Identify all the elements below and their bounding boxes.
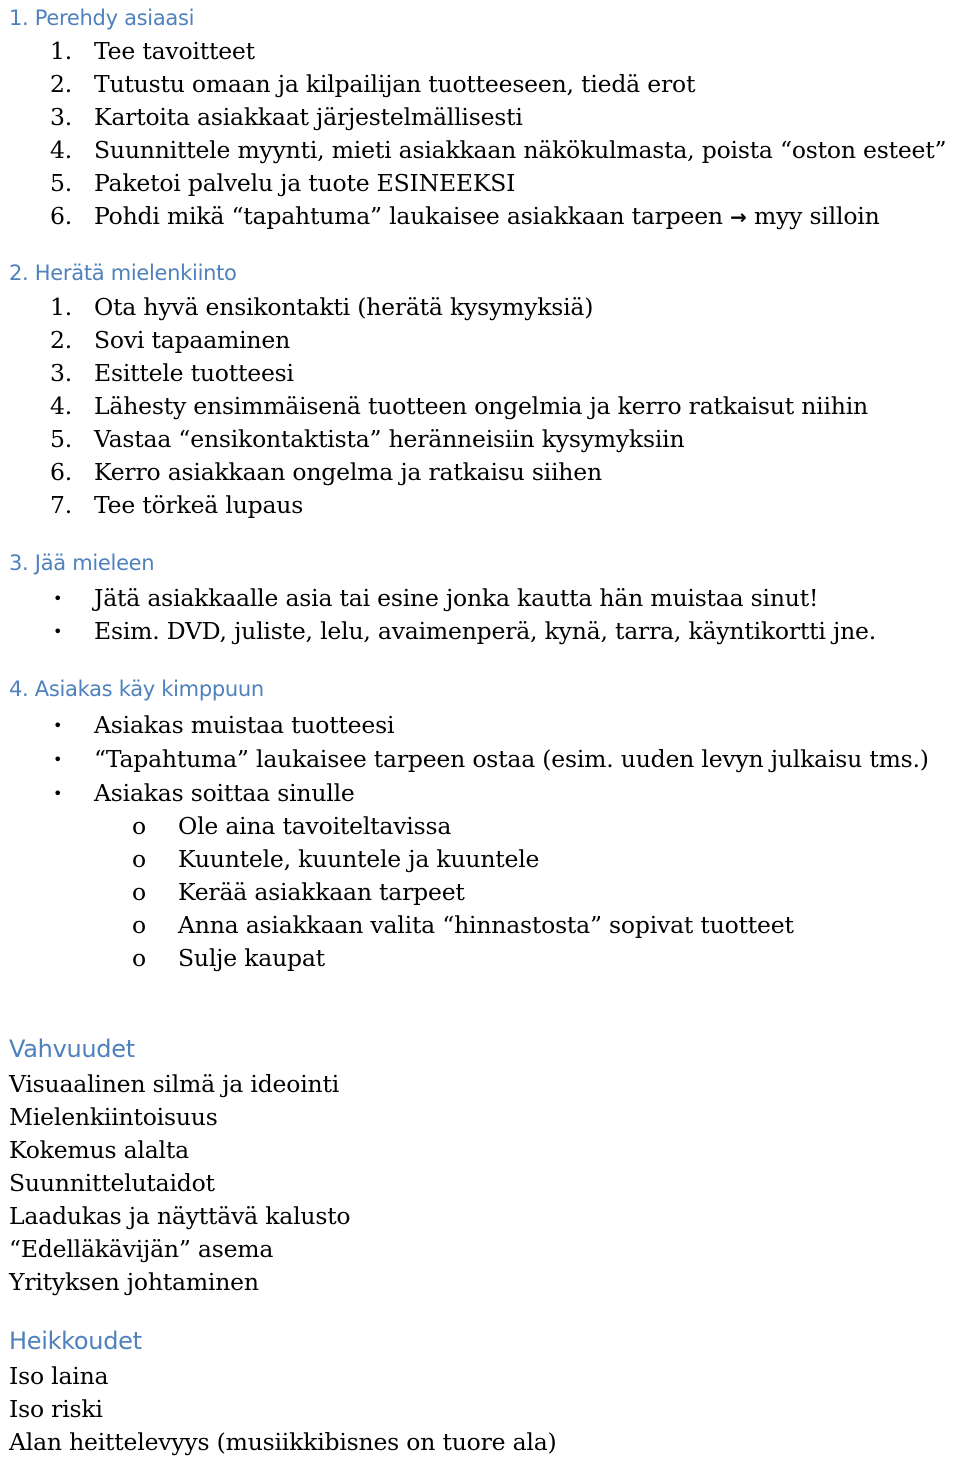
list-item: 5. Paketoi palvelu ja tuote ESINEEKSI bbox=[50, 169, 516, 197]
list-item: 1. Ota hyvä ensikontakti (herätä kysymyksiä) bbox=[50, 293, 594, 321]
strengths-heading: Vahvuudet bbox=[9, 1035, 135, 1063]
weakness-item: Alan heittelevyys (musiikkibisnes on tuore ala) bbox=[9, 1428, 557, 1456]
circle-bullet-icon: o bbox=[132, 911, 146, 939]
circle-bullet-icon: o bbox=[132, 878, 146, 906]
weakness-item: Iso riski bbox=[9, 1395, 103, 1423]
list-item-text-after: myy silloin bbox=[754, 202, 880, 230]
bullet-icon: • bbox=[53, 589, 63, 608]
strength-item: Laadukas ja näyttävä kalusto bbox=[9, 1202, 351, 1230]
list-item: 2. Tutustu omaan ja kilpailijan tuotteeseen, tiedä erot bbox=[50, 70, 696, 98]
strength-item: Mielenkiintoisuus bbox=[9, 1103, 218, 1131]
list-item: 4. Lähesty ensimmäisenä tuotteen ongelmia ja kerro ratkaisut niihin bbox=[50, 392, 868, 420]
weaknesses-heading: Heikkoudet bbox=[9, 1327, 142, 1355]
strength-item: Kokemus alalta bbox=[9, 1136, 189, 1164]
list-item: 4. Suunnittele myynti, mieti asiakkaan näkökulmasta, poista “oston esteet” bbox=[50, 136, 947, 164]
bullet-icon: • bbox=[53, 750, 63, 769]
section-3-heading: 3. Jää mieleen bbox=[9, 551, 155, 575]
bullet-item: • Asiakas muistaa tuotteesi bbox=[0, 709, 960, 742]
section-4-heading: 4. Asiakas käy kimppuun bbox=[9, 677, 264, 701]
strength-item: “Edelläkävijän” asema bbox=[9, 1235, 274, 1263]
bullet-item: • Jätä asiakkaalle asia tai esine jonka kautta hän muistaa sinut! bbox=[0, 582, 960, 615]
section-1-heading: 1. Perehdy asiaasi bbox=[9, 6, 195, 30]
list-item: 6. Pohdi mikä “tapahtuma” laukaisee asiakkaan tarpeen → myy silloin bbox=[50, 202, 880, 230]
list-item: 2. Sovi tapaaminen bbox=[50, 326, 291, 354]
list-item: 6. Kerro asiakkaan ongelma ja ratkaisu siihen bbox=[50, 458, 602, 486]
section-2-heading: 2. Herätä mielenkiinto bbox=[9, 261, 237, 285]
strength-item: Yrityksen johtaminen bbox=[9, 1268, 259, 1296]
circle-bullet-icon: o bbox=[132, 845, 146, 873]
bullet-item: • Esim. DVD, juliste, lelu, avaimenperä, kynä, tarra, käyntikortti jne. bbox=[0, 615, 960, 648]
bullet-item: • Asiakas soittaa sinulle bbox=[0, 777, 960, 810]
weakness-item: Iso laina bbox=[9, 1362, 109, 1390]
sub-bullet-item: o Sulje kaupat bbox=[0, 942, 960, 975]
bullet-icon: • bbox=[53, 784, 63, 803]
list-item: 7. Tee törkeä lupaus bbox=[50, 491, 304, 519]
circle-bullet-icon: o bbox=[132, 812, 146, 840]
bullet-item: • “Tapahtuma” laukaisee tarpeen ostaa (esim. uuden levyn julkaisu tms.) bbox=[0, 743, 960, 776]
bullet-icon: • bbox=[53, 716, 63, 735]
list-item: 5. Vastaa “ensikontaktista” heränneisiin kysymyksiin bbox=[50, 425, 685, 453]
strength-item: Visuaalinen silmä ja ideointi bbox=[9, 1070, 340, 1098]
list-item: 3. Kartoita asiakkaat järjestelmällisesti bbox=[50, 103, 523, 131]
list-item-text: Pohdi mikä “tapahtuma” laukaisee asiakkaan tarpeen bbox=[94, 202, 723, 230]
sub-bullet-item: o Kerää asiakkaan tarpeet bbox=[0, 876, 960, 909]
list-item: 3. Esittele tuotteesi bbox=[50, 359, 294, 387]
arrow-right-icon: → bbox=[730, 205, 747, 229]
bullet-icon: • bbox=[53, 622, 63, 641]
sub-bullet-item: o Ole aina tavoiteltavissa bbox=[0, 810, 960, 843]
circle-bullet-icon: o bbox=[132, 944, 146, 972]
list-item: 1. Tee tavoitteet bbox=[50, 37, 255, 65]
sub-bullet-item: o Kuuntele, kuuntele ja kuuntele bbox=[0, 843, 960, 876]
strength-item: Suunnittelutaidot bbox=[9, 1169, 215, 1197]
sub-bullet-item: o Anna asiakkaan valita “hinnastosta” sopivat tuotteet bbox=[0, 909, 960, 942]
